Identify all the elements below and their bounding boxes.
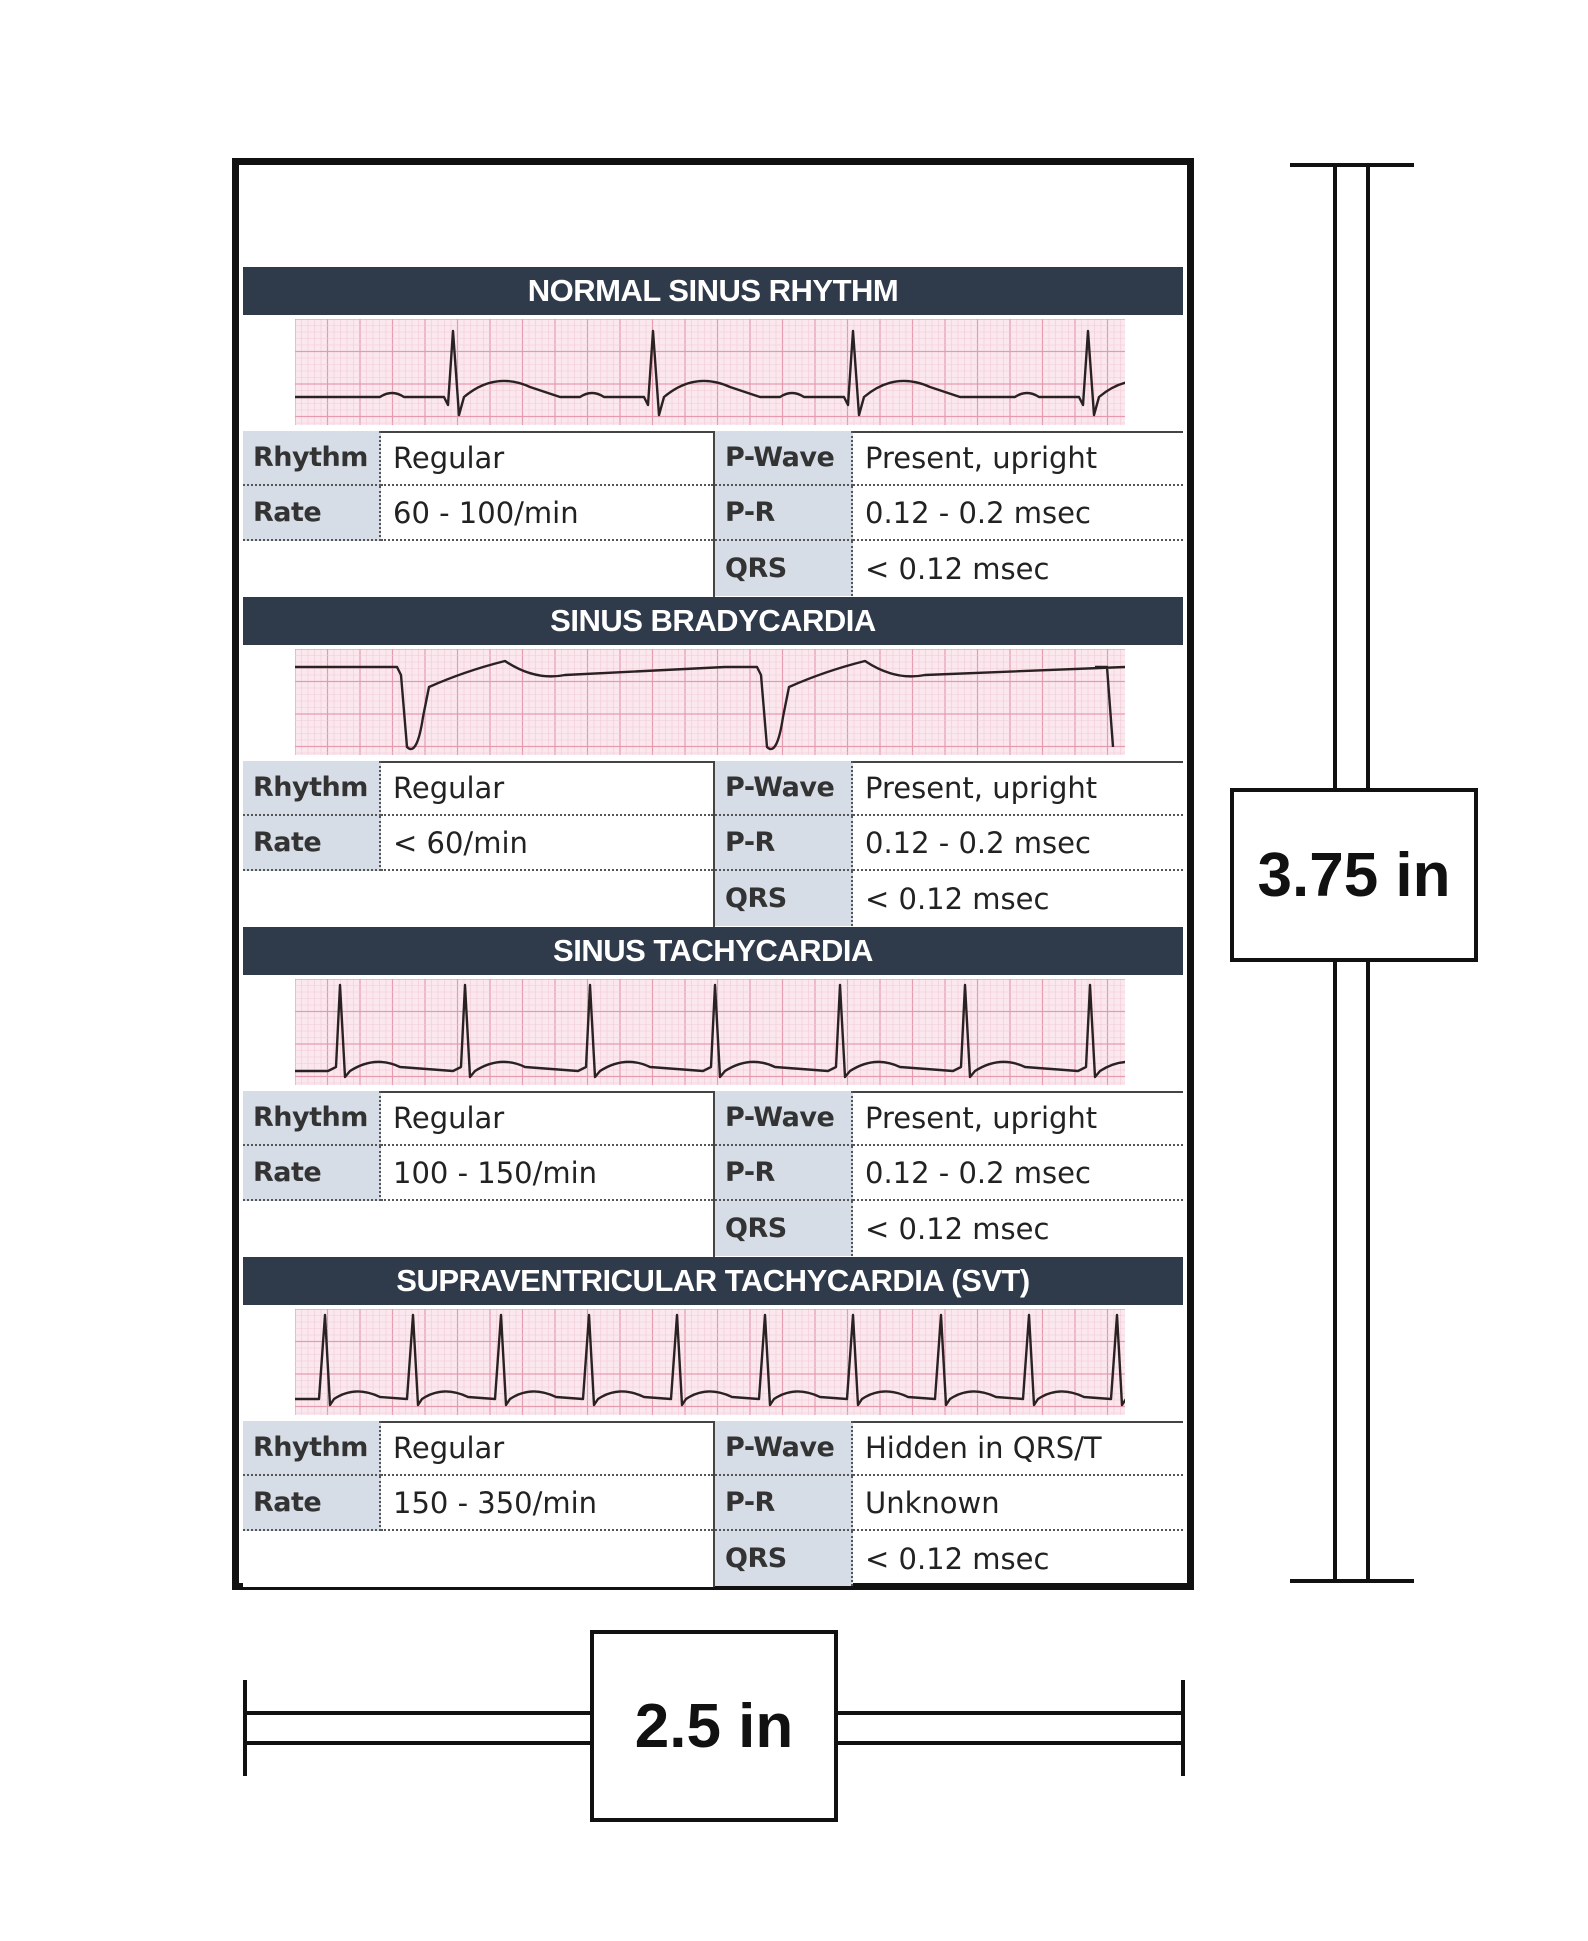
section-sinus-bradycardia [243,597,1183,927]
dimension-cap-right [1181,1680,1185,1776]
pwave-value: Present, upright [853,761,1183,816]
empty-cell [243,871,713,927]
pr-value: 0.12 - 0.2 msec [853,486,1183,541]
rate-value: 150 - 350/min [381,1476,713,1531]
rhythm-label: Rhythm [243,431,381,486]
ecg-strip-graphic [295,649,1125,755]
ecg-strip-container [243,645,1183,761]
qrs-label: QRS [715,541,853,596]
rhythm-criteria-table [243,761,1183,927]
pwave-value: Hidden in QRS/T [853,1421,1183,1476]
qrs-label: QRS [715,1201,853,1256]
pwave-value: Present, upright [853,1091,1183,1146]
ecg-strip-container [243,1305,1183,1421]
pr-label: P-R [715,816,853,871]
qrs-value: < 0.12 msec [865,881,1050,916]
dimension-cap-top [1290,163,1414,167]
pwave-label: P-Wave [715,761,853,816]
ecg-strip-graphic [295,319,1125,425]
ecg-strip [295,1309,1125,1415]
column-divider [713,1091,715,1257]
section-svt [243,1257,1183,1587]
ecg-strip-graphic [295,979,1125,1085]
pwave-label: P-Wave [715,1091,853,1146]
ecg-strip [295,319,1125,425]
rate-label: Rate [243,816,381,871]
rhythm-label: Rhythm [243,1091,381,1146]
ecg-reference-card [232,158,1194,1590]
section-title: SINUS TACHYCARDIA [243,927,1183,975]
height-label: 3.75 in [1230,788,1478,962]
pr-label: P-R [715,1476,853,1531]
dimension-cap-bottom [1290,1579,1414,1583]
rate-value: 100 - 150/min [381,1146,713,1201]
rhythm-value: Regular [381,1421,713,1476]
section-title: SINUS BRADYCARDIA [243,597,1183,645]
rhythm-criteria-table [243,1421,1183,1587]
column-divider [713,761,715,927]
pr-value: 0.12 - 0.2 msec [853,816,1183,871]
qrs-label: QRS [715,1531,853,1586]
pr-value: Unknown [853,1476,1183,1531]
rate-label: Rate [243,1476,381,1531]
ecg-strip-container [243,975,1183,1091]
width-label: 2.5 in [590,1630,838,1822]
rhythm-value: Regular [381,1091,713,1146]
column-divider [713,431,715,597]
rate-value: 60 - 100/min [381,486,713,541]
rate-label: Rate [243,1146,381,1201]
column-divider [713,1421,715,1587]
empty-cell [243,541,713,597]
rhythm-criteria-table [243,1091,1183,1257]
section-normal-sinus-rhythm [243,267,1183,597]
qrs-value: < 0.12 msec [865,551,1050,586]
ecg-paper [295,319,1125,425]
ecg-strip-graphic [295,1309,1125,1415]
pr-label: P-R [715,1146,853,1201]
ecg-strip [295,649,1125,755]
pr-label: P-R [715,486,853,541]
ecg-paper [295,649,1125,755]
pwave-value: Present, upright [853,431,1183,486]
ecg-strip-container [243,315,1183,431]
section-sinus-tachycardia [243,927,1183,1257]
empty-cell [243,1201,713,1257]
section-title: NORMAL SINUS RHYTHM [243,267,1183,315]
rhythm-label: Rhythm [243,1421,381,1476]
pwave-label: P-Wave [715,431,853,486]
dimension-cap-left [243,1680,247,1776]
pr-value: 0.12 - 0.2 msec [853,1146,1183,1201]
rhythm-value: Regular [381,761,713,816]
ecg-strip [295,979,1125,1085]
card-content [243,267,1183,1587]
section-title: SUPRAVENTRICULAR TACHYCARDIA (SVT) [243,1257,1183,1305]
pwave-label: P-Wave [715,1421,853,1476]
rhythm-label: Rhythm [243,761,381,816]
rate-label: Rate [243,486,381,541]
ecg-paper [295,1309,1125,1415]
qrs-value: < 0.12 msec [865,1541,1050,1576]
rate-value: < 60/min [381,816,713,871]
qrs-value: < 0.12 msec [865,1211,1050,1246]
rhythm-value: Regular [381,431,713,486]
qrs-label: QRS [715,871,853,926]
empty-cell [243,1531,713,1587]
rhythm-criteria-table [243,431,1183,597]
